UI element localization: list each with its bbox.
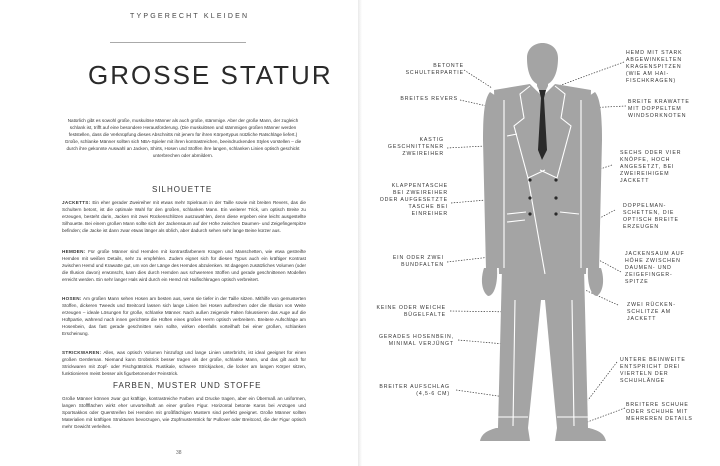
label-klappentasche: KLAPPENTASCHE BEI ZWEIREIHER ODER AUFGESETZTE TASCHE BEI EINREIHER [379, 183, 448, 217]
left-shoe-shape [480, 428, 530, 441]
label-krawatte: BREITE KRAWATTE MIT DOPPELTEM WINDSORKNOTEN [628, 99, 690, 119]
label-schulterpartie: BETONTE SCHULTERPARTIE [405, 63, 464, 76]
paragraph-text: Für große Männer sind Hemden mit kontrastfarbenem Kragen und Manschetten, wie etwa gestreifte Hemden mit weißen Details, sehr zu empfehlen. Zudem eignet sich für diesen Typus auch ein kräftiger Kontrast zwischen Hemd und Krawatte gut, um von der Länge des Hemdes abzulenken. Ist dagegen zusätzliches Volumen (oder die Illusion davon) erwünscht, kann dies durch Hemden aus schwereren Stoffen und gerade geschnittenen Modellen erreicht werden. Ein sehr langer Hals wird durch ein Hemd mit Haifischkragen optisch verbreitert. [62, 249, 306, 283]
label-hosenbein: GERADES HOSENBEIN, MINIMAL VERJÜNGT [378, 334, 454, 347]
paragraph-text: Am großen Mann sehen Hosen am besten aus, wenn sie tiefer in der Taille sitzen. Mithilfe von gemusterten Stoffen, dickeren Tweeds und Breitcord lassen sich lange Linien bei Hosen aufbrechen oder die Illusion von Weite erzeugen – ideale Lösungen für große, schlanke Männer. Nach außen zeigende Falten fokussieren das Auge auf die Hüftpartie, während nach innen gerichtete die Hüften eines großen Herrn optisch verbreitern. Breitere Aufschläge am Hosenbein, das fast gerade geschnitten sein sollte, wirken ebenfalls vorteilhaft bei einer großen, schlanken Erscheinung. [62, 296, 306, 337]
label-revers: BREITES REVERS [400, 96, 458, 102]
running-head: TYPGERECHT KLEIDEN [130, 13, 250, 20]
label-beinweite: UNTERE BEINWEITE ENTSPRICHT DREI VIERTELN DER SCHUHLÄNGE [620, 357, 686, 384]
leader-line [588, 362, 617, 400]
right-shoe-shape [555, 428, 606, 441]
paragraph-text: Alles, was optisch Volumen hinzufügt und lange Linien unterbricht, ist ideal geeignet für einen großen Gentleman. Niemand kann Grobstrick besser tragen als der große, schlanke Mann, und das gilt auch für Strickwaren mit Zopf- oder Fischgrätstrick. Rustikale, schwere Strickjacken, die locker am langen Körper sitzen, funktionieren meist besser als figurbetonender Feinstrick. [62, 350, 306, 377]
label-buegelfalte: KEINE ODER WEICHE BÜGELFALTE [376, 305, 446, 318]
label-zweireiher: KASTIG GESCHNITTENER ZWEIREIHER [387, 137, 444, 157]
leader-line [582, 408, 625, 424]
label-hemd: HEMD MIT STARK ABGEWINKELTEN KRAGENSPITZEN (WIE AM HAI- FISCHKRAGEN) [626, 50, 683, 84]
jacket-button [528, 196, 531, 199]
label-knoepfe: SECHS ODER VIER KNÖPFE, HOCH ANGESETZT, BEI ZWEIREIHIGEM JACKETT [620, 150, 682, 184]
jacket-button [528, 178, 531, 181]
page-title: GROSSE STATUR [88, 60, 333, 90]
jacket-button [528, 212, 531, 215]
left-hand-shape [482, 268, 497, 296]
label-manschetten: DOPPELMAN- SCHETTEN, DIE OPTISCH BREITE ERZEUGEN [623, 203, 679, 230]
jacket-button [554, 178, 557, 181]
label-bundfalten: EIN ODER ZWEI BUNDFALTEN [392, 255, 444, 268]
paragraph-text: Ein eher gerader Zweireiher mit etwas mehr Spielraum in der Taille sowie mit breiten Revers, das die Schultern betont, ist die optimale Wahl für den großen, schlanken Mann. Ein weiterer Trick, um optisch Breite zu erzeugen, besteht darin, Jacken mit zwei Rückenschlitzen auszuwählen, denn diese ergeben eine leicht ausgestellte Silhouette. Bei einem großen Mann sollte sich der Jackensaum auf der Höhe zwischen Daumen- und Zeigefingerspitze befinden; die Jacke ist dann zwar etwas länger als üblich, aber dadurch sehen sehr lange Beine kürzer aus. [62, 200, 306, 234]
intro-paragraph: Natürlich gibt es sowohl große, muskulöse Männer als auch große, stämmige. Aber der große Mann, der zugleich schlank ist, trifft auf eine besondere Herausforderung. (Die muskulösen und stämmigen großen Männer werden feststellen, dass die Verknüpfung dieses Abschnitts mit jenem für ihren Körpertypus nützliche Ratschläge liefert.) Große, schlanke Männer sollten sich NBA-Spieler mit ihren kontrastreichen, beeindruckenden Styles vorstellen – die durch ihre gekonnte Auswahl an Jacken, Shirts, Hosen und Stoffen ihre langen, schlanken Linien optisch geschickt unterbrechen oder abmildern. [64, 118, 302, 159]
leader-line [553, 62, 624, 88]
jacket-button [554, 212, 557, 215]
heading-silhouette: SILHOUETTE [152, 185, 213, 194]
right-hand-shape [588, 268, 603, 296]
paragraph-term: HEMDEN: [62, 249, 86, 254]
jacket-button [554, 196, 557, 199]
label-schuhe: BREITERE SCHUHE ODER SCHUHE MIT MEHREREN DETAILS [626, 402, 693, 422]
label-jackensaum: JACKENSAUM AUF HÖHE ZWISCHEN DAUMEN- UND ZEIGEFINGER- SPITZE [625, 251, 685, 285]
page-number: 38 [176, 450, 182, 456]
heading-colors: FARBEN, MUSTER UND STOFFE [113, 381, 262, 390]
label-schlitze: ZWEI RÜCKEN- SCHLITZE AM JACKETT [627, 302, 676, 322]
leader-line [464, 70, 492, 88]
paragraph-term: JACKETTS: [62, 200, 91, 205]
leader-line [585, 290, 618, 305]
colors-paragraph: Große Männer können zwar gut kräftige, kontrastreiche Farben und Drucke tragen, aber ein Übermaß an uniformen, langen Stoffflächen wirkt eher unvorteilhaft an einer großen Figur. Horizontal betonte Karos bei Anzügen und Sportsakkos oder Querstreifen bei Hemden mit großflächigen Mustern sind perfekt geeignet. Große Männer sollten Materialien mit kräftigen Strukturen bevorzugen, wie Zopfmusterstrick für Pullover oder Breitcord, die der Figur optisch mehr Gewicht verleihen. [62, 396, 306, 430]
paragraph-term: HOSEN: [62, 296, 82, 301]
paragraph-term: STRICKWAREN: [62, 350, 102, 355]
label-aufschlag: BREITER AUFSCHLAG (4,5-6 CM) [379, 384, 450, 397]
trousers-shape [498, 268, 588, 428]
